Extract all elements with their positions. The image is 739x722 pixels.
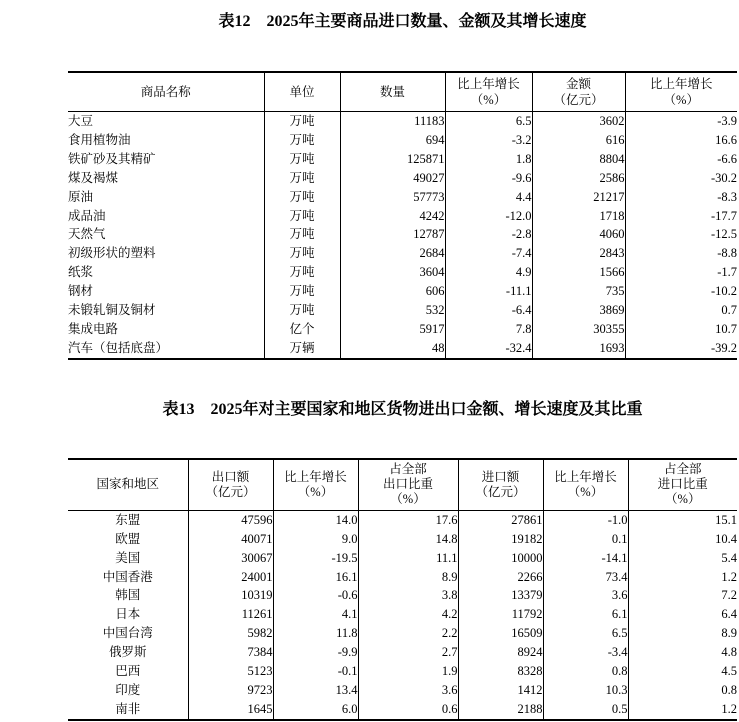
value-cell: 19182	[458, 530, 543, 549]
column-header-line: 比上年增长	[457, 77, 520, 91]
table-row	[68, 662, 737, 681]
column-header-line: 数量	[379, 85, 405, 99]
value-cell: -32.4	[445, 339, 532, 359]
value-cell: 万吨	[264, 169, 340, 188]
column-header	[68, 459, 188, 511]
value-cell: 12787	[340, 225, 445, 244]
table-13-label: 表13	[162, 400, 195, 418]
value-cell: 万吨	[264, 150, 340, 169]
value-cell: 14.8	[358, 530, 458, 549]
value-cell: 1.8	[445, 150, 532, 169]
value-cell: 40071	[188, 530, 273, 549]
column-header	[445, 72, 532, 112]
value-cell: 万吨	[264, 244, 340, 263]
value-cell: 万吨	[264, 207, 340, 226]
row-label-cell: 天然气	[68, 227, 106, 242]
value-cell: 4.2	[358, 605, 458, 624]
value-cell: 万吨	[264, 112, 340, 131]
value-cell: 11183	[340, 112, 445, 131]
table-row	[68, 605, 737, 624]
table-row	[68, 624, 737, 643]
header-row	[68, 459, 737, 511]
row-label-cell: 煤及褐煤	[68, 170, 119, 185]
table-row	[68, 568, 737, 587]
value-cell: 14.0	[273, 510, 358, 529]
table-12	[68, 71, 737, 360]
column-header-line: 出口比重	[382, 477, 433, 492]
value-cell: -3.2	[445, 131, 532, 150]
row-label-cell: 集成电路	[68, 321, 119, 336]
table-row	[68, 244, 737, 263]
row-label-cell: 美国	[115, 550, 141, 565]
value-cell: 616	[532, 131, 625, 150]
table-row	[68, 282, 737, 301]
table-12-caption	[68, 11, 737, 32]
row-label-cell: 中国台湾	[102, 626, 153, 641]
value-cell: 7.2	[628, 586, 737, 605]
row-label-cell: 俄罗斯	[108, 645, 147, 660]
table-12-body	[68, 112, 737, 359]
value-cell: 4242	[340, 207, 445, 226]
value-cell: 6.1	[543, 605, 628, 624]
value-cell: 4.5	[628, 662, 737, 681]
row-label-cell: 食用植物油	[68, 132, 131, 147]
value-cell: 万吨	[264, 282, 340, 301]
value-cell: 2684	[340, 244, 445, 263]
value-cell: 735	[532, 282, 625, 301]
column-header	[625, 72, 737, 112]
column-header-line: 金额	[565, 77, 591, 91]
table-row	[68, 586, 737, 605]
table-row	[68, 700, 737, 720]
value-cell: 10.3	[543, 681, 628, 700]
value-cell: 1.2	[628, 700, 737, 720]
value-cell: -6.4	[445, 301, 532, 320]
row-label-cell: 大豆	[68, 114, 94, 128]
value-cell: 16509	[458, 624, 543, 643]
value-cell: 万吨	[264, 225, 340, 244]
column-header-line: 商品名称	[140, 85, 191, 99]
row-label-cell: 日本	[115, 607, 141, 622]
row-label-cell: 未锻轧铜及铜材	[68, 303, 156, 318]
value-cell: 1693	[532, 339, 625, 359]
column-header	[543, 459, 628, 511]
value-cell: 1412	[458, 681, 543, 700]
row-label-cell: 钢材	[68, 284, 94, 299]
value-cell: 16.1	[273, 568, 358, 587]
row-label-cell: 汽车（包括底盘）	[68, 340, 169, 355]
value-cell: 3.8	[358, 586, 458, 605]
value-cell: -6.6	[625, 150, 737, 169]
value-cell: 11.8	[273, 624, 358, 643]
table-13-caption	[68, 399, 737, 420]
value-cell: -12.5	[625, 225, 737, 244]
column-header-line: （%）	[567, 484, 604, 499]
value-cell: 24001	[188, 568, 273, 587]
value-cell: 6.5	[543, 624, 628, 643]
value-cell: 4060	[532, 225, 625, 244]
value-cell: 49027	[340, 169, 445, 188]
column-header-line: 出口额	[211, 469, 250, 484]
table-13-body	[68, 510, 737, 719]
value-cell: -8.8	[625, 244, 737, 263]
value-cell: 2266	[458, 568, 543, 587]
column-header-line: （%）	[470, 93, 507, 107]
value-cell: 5123	[188, 662, 273, 681]
value-cell: 4.8	[628, 643, 737, 662]
column-header-line: （%）	[390, 492, 426, 507]
value-cell: 4.4	[445, 188, 532, 207]
column-header	[628, 459, 737, 511]
column-header-line: （亿元）	[553, 93, 604, 107]
value-cell: 47596	[188, 510, 273, 529]
column-header-line: 进口额	[481, 469, 520, 484]
value-cell: -0.1	[273, 662, 358, 681]
value-cell: 11261	[188, 605, 273, 624]
value-cell: 57773	[340, 188, 445, 207]
value-cell: 6.5	[445, 112, 532, 131]
content-area	[68, 11, 737, 721]
value-cell: 1.9	[358, 662, 458, 681]
value-cell: 16.6	[625, 131, 737, 150]
value-cell: 3869	[532, 301, 625, 320]
row-label-cell: 中国香港	[102, 569, 153, 584]
value-cell: 17.6	[358, 510, 458, 529]
row-label-cell: 印度	[115, 682, 141, 697]
value-cell: 4.1	[273, 605, 358, 624]
row-label-cell: 铁矿砂及其精矿	[68, 151, 156, 166]
value-cell: 48	[340, 339, 445, 359]
table-row	[68, 530, 737, 549]
value-cell: -1.0	[543, 510, 628, 529]
value-cell: 1718	[532, 207, 625, 226]
row-label-cell: 初级形状的塑料	[68, 246, 156, 261]
value-cell: 7384	[188, 643, 273, 662]
column-header	[188, 459, 273, 511]
value-cell: 8804	[532, 150, 625, 169]
column-header-line: 占全部	[663, 462, 702, 477]
value-cell: 10.7	[625, 320, 737, 339]
value-cell: 万吨	[264, 188, 340, 207]
value-cell: 0.7	[625, 301, 737, 320]
table-12-header	[68, 72, 737, 112]
value-cell: -11.1	[445, 282, 532, 301]
table-row	[68, 150, 737, 169]
table-row	[68, 207, 737, 226]
value-cell: 7.8	[445, 320, 532, 339]
value-cell: 15.1	[628, 510, 737, 529]
column-header-line: 比上年增长	[649, 77, 713, 91]
value-cell: 5982	[188, 624, 273, 643]
value-cell: 27861	[458, 510, 543, 529]
value-cell: -39.2	[625, 339, 737, 359]
value-cell: -8.3	[625, 188, 737, 207]
value-cell: 125871	[340, 150, 445, 169]
value-cell: 30355	[532, 320, 625, 339]
column-header	[264, 72, 340, 112]
value-cell: -1.7	[625, 263, 737, 282]
table-12-label: 表12	[218, 13, 251, 30]
table-row	[68, 301, 737, 320]
value-cell: -9.6	[445, 169, 532, 188]
value-cell: 606	[340, 282, 445, 301]
value-cell: 11792	[458, 605, 543, 624]
row-label-cell: 巴西	[115, 664, 141, 679]
value-cell: 6.0	[273, 700, 358, 720]
value-cell: 1566	[532, 263, 625, 282]
value-cell: 8328	[458, 662, 543, 681]
column-header-line: 比上年增长	[554, 469, 617, 484]
header-row	[68, 72, 737, 112]
column-header-line: 比上年增长	[284, 469, 347, 484]
value-cell: 5917	[340, 320, 445, 339]
value-cell: -0.6	[273, 586, 358, 605]
value-cell: 13379	[458, 586, 543, 605]
value-cell: 0.8	[543, 662, 628, 681]
column-header-line: （%）	[665, 492, 701, 507]
table-row	[68, 112, 737, 131]
column-header	[340, 72, 445, 112]
value-cell: 10.4	[628, 530, 737, 549]
value-cell: -14.1	[543, 549, 628, 568]
value-cell: 0.1	[543, 530, 628, 549]
value-cell: -3.4	[543, 643, 628, 662]
table-row	[68, 320, 737, 339]
row-label-cell: 东盟	[115, 512, 141, 527]
value-cell: 0.5	[543, 700, 628, 720]
value-cell: -10.2	[625, 282, 737, 301]
value-cell: 73.4	[543, 568, 628, 587]
table-12-title: 2025年主要商品进口数量、金额及其增长速度	[266, 13, 587, 30]
value-cell: 万吨	[264, 301, 340, 320]
value-cell: 0.8	[628, 681, 737, 700]
value-cell: -30.2	[625, 169, 737, 188]
value-cell: 3602	[532, 112, 625, 131]
column-header	[458, 459, 543, 511]
table-row	[68, 169, 737, 188]
column-header-line: 进口比重	[657, 477, 708, 492]
column-header-line: 单位	[289, 85, 315, 99]
column-header-line: 占全部	[389, 462, 427, 477]
table-13-header	[68, 459, 737, 511]
column-header-line: 国家和地区	[96, 477, 159, 492]
value-cell: 2.2	[358, 624, 458, 643]
value-cell: 11.1	[358, 549, 458, 568]
value-cell: -19.5	[273, 549, 358, 568]
value-cell: 694	[340, 131, 445, 150]
value-cell: 13.4	[273, 681, 358, 700]
value-cell: 亿个	[264, 320, 340, 339]
table-row	[68, 339, 737, 359]
table-13-title: 2025年对主要国家和地区货物进出口金额、增长速度及其比重	[210, 400, 643, 418]
column-header	[532, 72, 625, 112]
value-cell: -9.9	[273, 643, 358, 662]
table-row	[68, 681, 737, 700]
value-cell: 5.4	[628, 549, 737, 568]
row-label-cell: 韩国	[115, 588, 141, 603]
column-header	[68, 72, 264, 112]
value-cell: 1.2	[628, 568, 737, 587]
value-cell: 8.9	[358, 568, 458, 587]
row-label-cell: 南非	[115, 701, 141, 716]
value-cell: 2188	[458, 700, 543, 720]
table-row	[68, 263, 737, 282]
value-cell: 9723	[188, 681, 273, 700]
value-cell: 10000	[458, 549, 543, 568]
row-label-cell: 纸浆	[68, 265, 94, 280]
table-row	[68, 225, 737, 244]
value-cell: 万吨	[264, 263, 340, 282]
value-cell: 8924	[458, 643, 543, 662]
table-row	[68, 510, 737, 529]
value-cell: -7.4	[445, 244, 532, 263]
value-cell: 1645	[188, 700, 273, 720]
value-cell: 30067	[188, 549, 273, 568]
value-cell: -17.7	[625, 207, 737, 226]
column-header	[358, 459, 458, 511]
value-cell: -2.8	[445, 225, 532, 244]
table-row	[68, 643, 737, 662]
value-cell: 532	[340, 301, 445, 320]
value-cell: 21217	[532, 188, 625, 207]
row-label-cell: 原油	[68, 189, 94, 204]
column-header-line: （亿元）	[205, 484, 256, 499]
value-cell: 9.0	[273, 530, 358, 549]
row-label-cell: 成品油	[68, 208, 106, 223]
value-cell: 3604	[340, 263, 445, 282]
value-cell: 6.4	[628, 605, 737, 624]
table-13	[68, 458, 737, 721]
column-header-line: （%）	[297, 484, 334, 499]
value-cell: 万辆	[264, 339, 340, 359]
value-cell: 万吨	[264, 131, 340, 150]
value-cell: 4.9	[445, 263, 532, 282]
column-header	[273, 459, 358, 511]
value-cell: -3.9	[625, 112, 737, 131]
row-label-cell: 欧盟	[115, 531, 141, 546]
column-header-line: （亿元）	[475, 484, 526, 499]
table-row	[68, 549, 737, 568]
value-cell: 10319	[188, 586, 273, 605]
value-cell: -12.0	[445, 207, 532, 226]
value-cell: 3.6	[543, 586, 628, 605]
value-cell: 2586	[532, 169, 625, 188]
value-cell: 2843	[532, 244, 625, 263]
column-header-line: （%）	[663, 93, 699, 107]
value-cell: 3.6	[358, 681, 458, 700]
table-row	[68, 188, 737, 207]
value-cell: 0.6	[358, 700, 458, 720]
table-row	[68, 131, 737, 150]
value-cell: 2.7	[358, 643, 458, 662]
value-cell: 8.9	[628, 624, 737, 643]
